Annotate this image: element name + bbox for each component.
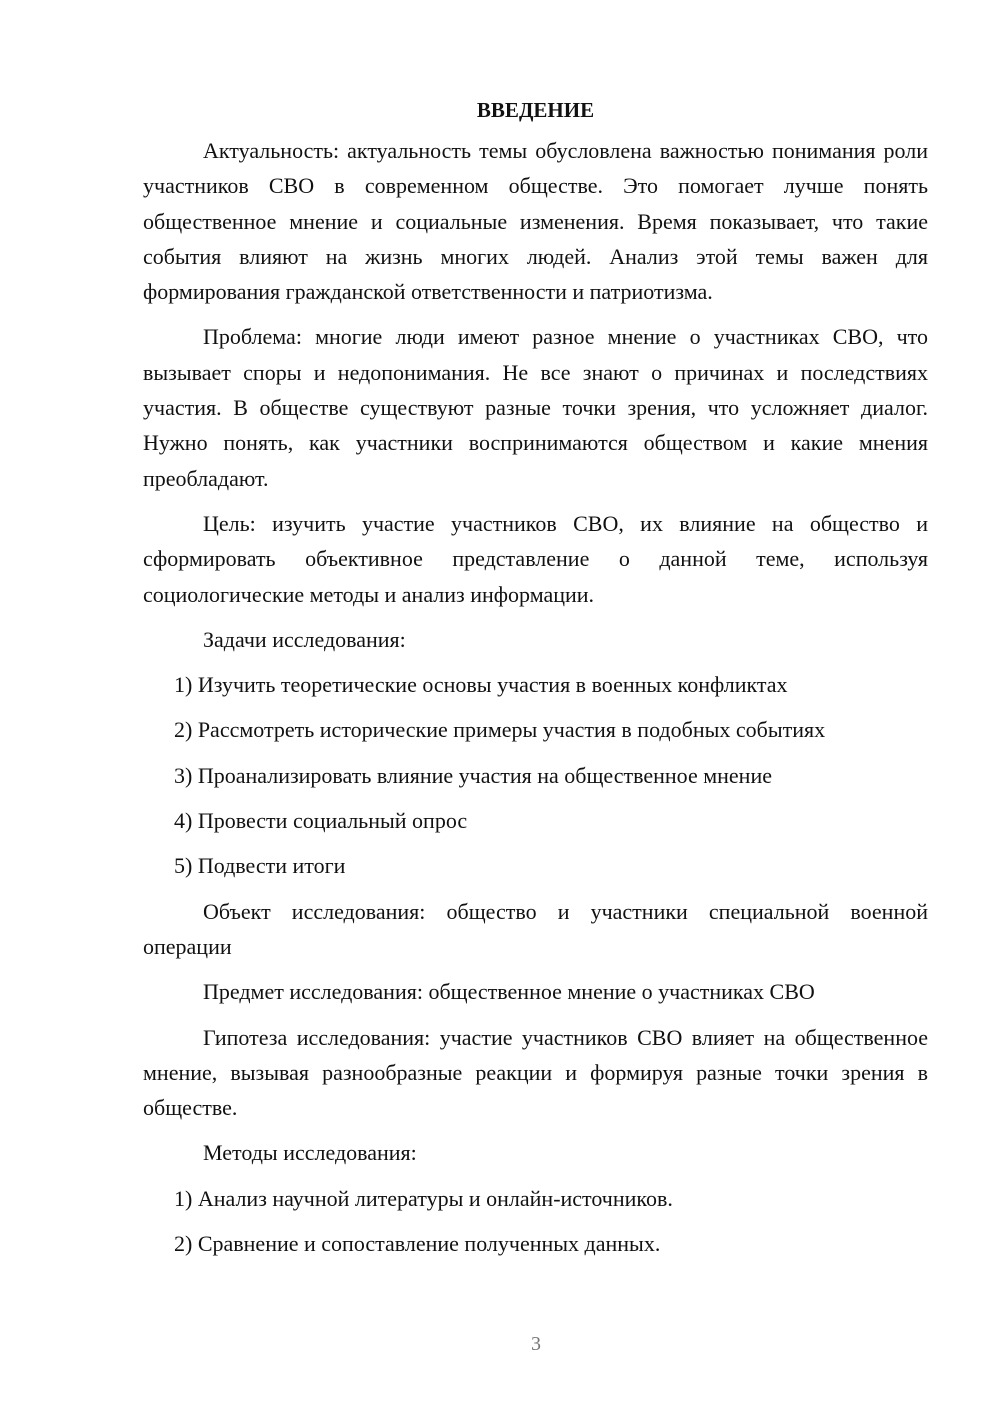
task-item-3: 3) Проанализировать влияние участия на общественное мнение — [174, 762, 772, 788]
task-item-1: 1) Изучить теоретические основы участия в военных конфликтах — [174, 672, 788, 698]
methods-heading: Методы исследования: — [203, 1140, 417, 1166]
relevance-paragraph: Актуальность: актуальность темы обусловлена важностью понимания роли участников СВО в современном обществе. Это помогает лучше понять общественное мнение и социальные изменения. Время показывает, что такие события влияют на жизнь многих людей. Анализ этой темы важен для формирования гражданской ответственности и патриотизма. — [143, 138, 928, 305]
section-title: ВВЕДЕНИЕ — [476, 98, 595, 122]
page-content — [143, 95, 928, 1271]
goal-paragraph: Цель: изучить участие участников СВО, их влияние на общество и сформировать объективное представление о данной теме, используя социологические методы и анализ информации. — [143, 510, 928, 607]
task-item-2: 2) Рассмотреть исторические примеры участия в подобных событиях — [174, 717, 826, 743]
task-item-4: 4) Провести социальный опрос — [174, 808, 468, 834]
subject-paragraph: Предмет исследования: общественное мнение о участниках СВО — [203, 979, 815, 1005]
problem-paragraph: Проблема: многие люди имеют разное мнение о участниках СВО, что вызывает споры и недопонимания. Не все знают о причинах и последствиях участия. В обществе существуют разные точки зрения, что усложняет диалог. Нужно понять, как участники воспринимаются обществом и какие мнения преобладают. — [143, 324, 928, 491]
hypothesis-paragraph: Гипотеза исследования: участие участников СВО влияет на общественное мнение, вызывая разнообразные реакции и формируя разные точки зрения в обществе. — [143, 1024, 928, 1121]
method-item-1: 1) Анализ научной литературы и онлайн-источников. — [174, 1185, 673, 1211]
page-number: 3 — [531, 1333, 541, 1355]
object-paragraph: Объект исследования: общество и участники специальной военной операции — [143, 898, 928, 959]
tasks-heading: Задачи исследования: — [203, 626, 406, 652]
method-item-2: 2) Сравнение и сопоставление полученных данных. — [174, 1231, 661, 1257]
task-item-5: 5) Подвести итоги — [174, 853, 346, 879]
